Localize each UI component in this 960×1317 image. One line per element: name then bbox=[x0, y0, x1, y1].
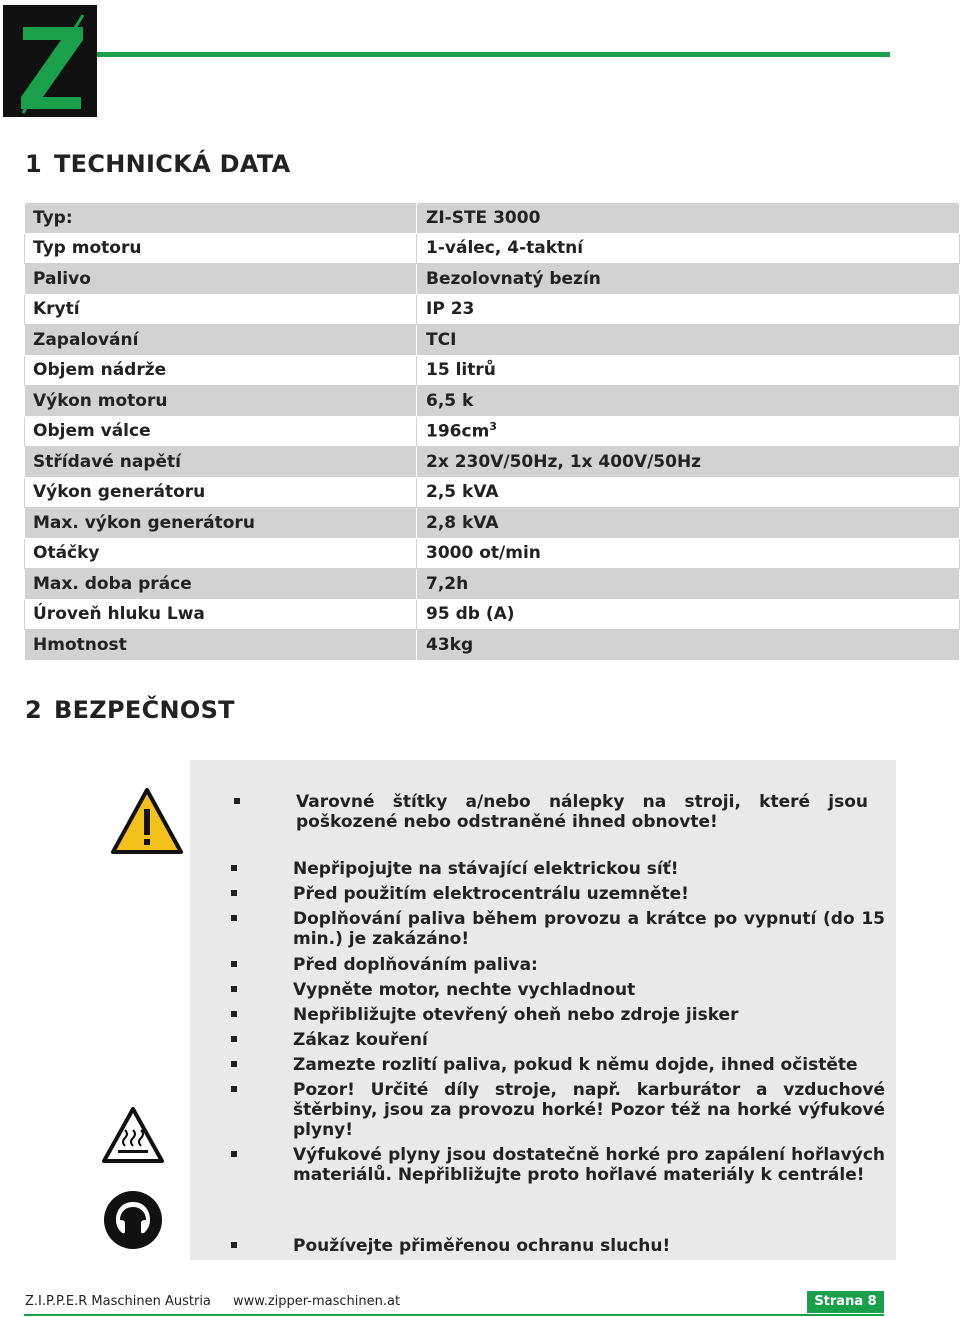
spec-label: Střídavé napětí bbox=[25, 447, 417, 478]
spec-value bbox=[417, 325, 960, 356]
spec-label: Max. výkon generátoru bbox=[25, 508, 417, 539]
spec-value-text: 43kg bbox=[426, 634, 474, 655]
spec-value-text: Bezolovnatý bezín bbox=[426, 268, 601, 289]
spec-row bbox=[25, 386, 960, 417]
safety-item: Před použitím elektrocentrálu uzemněte! bbox=[293, 884, 689, 904]
bullet bbox=[231, 961, 237, 967]
bullet bbox=[231, 986, 237, 992]
bullet bbox=[231, 890, 237, 896]
section-title: BEZPEČNOST bbox=[54, 696, 235, 724]
safety-item: Doplňování paliva během provozu a krátce po vypnutí (do 15 min.) je zakázáno! bbox=[293, 909, 885, 949]
bullet bbox=[234, 798, 240, 804]
bullet bbox=[231, 1151, 237, 1157]
section-number: 2 bbox=[25, 696, 42, 724]
spec-label: Úroveň hluku Lwa bbox=[25, 599, 417, 630]
bullet bbox=[231, 915, 237, 921]
spec-value bbox=[417, 233, 960, 264]
safety-item: Pozor! Určité díly stroje, např. karburátor a vzduchové štěrbiny, jsou za provozu horké! Pozor též na horké výfukové plyny! bbox=[293, 1080, 885, 1140]
spec-label: Otáčky bbox=[25, 538, 417, 569]
spec-value bbox=[417, 355, 960, 386]
spec-row bbox=[25, 599, 960, 630]
spec-value bbox=[417, 569, 960, 600]
spec-value bbox=[417, 203, 960, 234]
section-2-heading bbox=[25, 696, 235, 724]
header-green-line bbox=[97, 52, 890, 57]
spec-value bbox=[417, 508, 960, 539]
spec-row bbox=[25, 630, 960, 661]
spec-label: Typ motoru bbox=[25, 233, 417, 264]
spec-value bbox=[417, 386, 960, 417]
safety-item: Nepřipojujte na stávající elektrickou síť! bbox=[293, 859, 679, 879]
safety-item-hearing: Používejte přiměřenou ochranu sluchu! bbox=[293, 1236, 671, 1256]
spec-row bbox=[25, 447, 960, 478]
bullet bbox=[231, 1086, 237, 1092]
section-1-heading bbox=[25, 150, 291, 178]
spec-label: Typ: bbox=[25, 203, 417, 234]
spec-value-text: 95 db (A) bbox=[426, 604, 515, 625]
spec-row bbox=[25, 264, 960, 295]
spec-value bbox=[417, 538, 960, 569]
spec-value bbox=[417, 416, 960, 447]
spec-value bbox=[417, 630, 960, 661]
spec-value-text: 6,5 k bbox=[426, 390, 474, 411]
spec-value bbox=[417, 294, 960, 325]
page-number: Strana 8 bbox=[807, 1291, 884, 1313]
spec-value-text: IP 23 bbox=[426, 299, 475, 320]
spec-row bbox=[25, 203, 960, 234]
section-number: 1 bbox=[25, 150, 42, 178]
bullet bbox=[231, 1036, 237, 1042]
spec-row bbox=[25, 569, 960, 600]
spec-row bbox=[25, 477, 960, 508]
bullet bbox=[231, 1011, 237, 1017]
spec-value-text: 2,5 kVA bbox=[426, 482, 499, 503]
spec-row bbox=[25, 538, 960, 569]
footer-website-link[interactable]: www.zipper-maschinen.at bbox=[233, 1294, 401, 1309]
spec-value-text: 2,8 kVA bbox=[426, 512, 499, 533]
spec-value-text: TCI bbox=[426, 329, 457, 350]
spec-value-text: 1-válec, 4-taktní bbox=[426, 238, 584, 259]
bullet bbox=[231, 865, 237, 871]
spec-value-text: 196cm bbox=[426, 422, 490, 443]
section-title: TECHNICKÁ DATA bbox=[54, 150, 291, 178]
spec-value-text: 3000 ot/min bbox=[426, 543, 541, 564]
bullet bbox=[231, 1242, 237, 1248]
hot-surface-icon bbox=[101, 1106, 165, 1168]
hearing-protection-icon bbox=[103, 1190, 163, 1254]
safety-item-warning-labels: Varovné štítky a/nebo nálepky na stroji, které jsou poškozené nebo odstraněné ihned obnovte! bbox=[296, 792, 868, 832]
safety-item: Zamezte rozlití paliva, pokud k němu dojde, ihned očistěte bbox=[293, 1055, 858, 1075]
footer-company: Z.I.P.P.E.R Maschinen Austria bbox=[25, 1294, 211, 1309]
safety-item: Vypněte motor, nechte vychladnout bbox=[293, 980, 636, 1000]
spec-value-text: ZI-STE 3000 bbox=[426, 207, 541, 228]
safety-item: Před doplňováním paliva: bbox=[293, 955, 538, 975]
spec-label: Výkon motoru bbox=[25, 386, 417, 417]
spec-row bbox=[25, 325, 960, 356]
spec-value bbox=[417, 477, 960, 508]
warning-triangle-icon bbox=[110, 787, 184, 859]
spec-label: Objem válce bbox=[25, 416, 417, 447]
spec-row bbox=[25, 416, 960, 447]
bullet bbox=[231, 1061, 237, 1067]
spec-row bbox=[25, 294, 960, 325]
spec-label: Zapalování bbox=[25, 325, 417, 356]
spec-value-text: 7,2h bbox=[426, 573, 469, 594]
safety-item: Zákaz kouření bbox=[293, 1030, 428, 1050]
safety-item: Výfukové plyny jsou dostatečně horké pro zapálení hořlavých materiálů. Nepřibližujte proto hořlavé materiály k centrále! bbox=[293, 1145, 885, 1185]
spec-row bbox=[25, 508, 960, 539]
spec-row bbox=[25, 233, 960, 264]
spec-value-text: 15 litrů bbox=[426, 360, 496, 381]
spec-label: Krytí bbox=[25, 294, 417, 325]
spec-label: Výkon generátoru bbox=[25, 477, 417, 508]
technical-data-table bbox=[24, 202, 960, 661]
spec-label: Objem nádrže bbox=[25, 355, 417, 386]
spec-value-superscript: 3 bbox=[489, 420, 497, 434]
spec-value bbox=[417, 264, 960, 295]
spec-value-text: 2x 230V/50Hz, 1x 400V/50Hz bbox=[426, 451, 702, 472]
spec-value bbox=[417, 447, 960, 478]
safety-item: Nepřibližujte otevřený oheň nebo zdroje jisker bbox=[293, 1005, 739, 1025]
spec-value bbox=[417, 599, 960, 630]
zipper-logo bbox=[3, 5, 97, 117]
spec-label: Palivo bbox=[25, 264, 417, 295]
spec-label: Max. doba práce bbox=[25, 569, 417, 600]
spec-row bbox=[25, 355, 960, 386]
footer-green-line bbox=[24, 1314, 884, 1316]
spec-label: Hmotnost bbox=[25, 630, 417, 661]
